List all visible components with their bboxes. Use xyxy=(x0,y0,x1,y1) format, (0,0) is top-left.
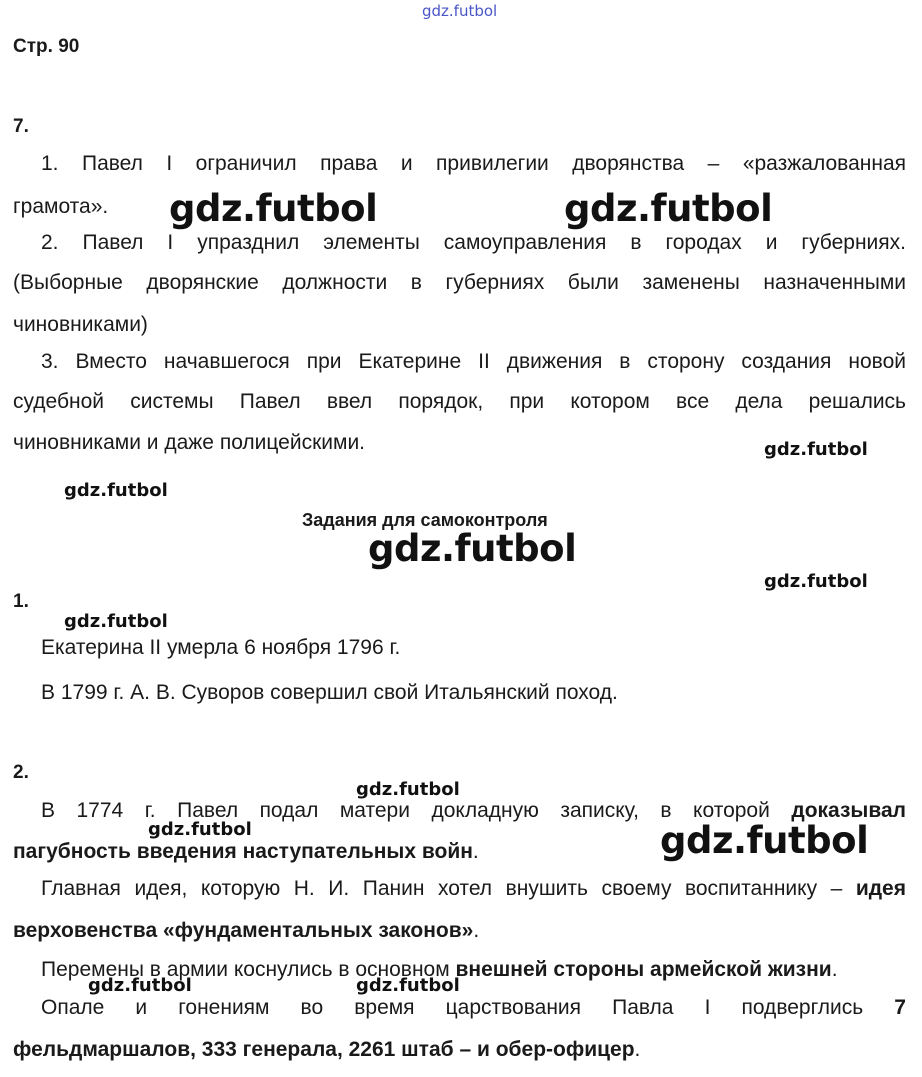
task-2-s1-end: . xyxy=(472,840,479,863)
watermark-small-6: gdz.futbol xyxy=(148,819,252,840)
task-1-line2: В 1799 г. А. В. Суворов совершил свой Итальянский поход. xyxy=(41,681,618,704)
watermark-small-1: gdz.futbol xyxy=(764,439,868,460)
task-2-number: 2. xyxy=(13,762,29,783)
watermark-big-3: gdz.futbol xyxy=(368,527,577,570)
task-2-s1-bold: доказывал xyxy=(791,799,906,822)
task-2-s3-plain: Перемены в армии коснулись в основном xyxy=(41,958,450,981)
task-2-s3-bold: внешней стороны армейской жизни xyxy=(455,958,832,981)
watermark-small-5: gdz.futbol xyxy=(356,779,460,800)
task-2-s2-bold2: верховенства «фундаментальных законов» xyxy=(13,919,474,942)
task-2-s4-bold2: фельдмаршалов, 333 генерала, 2261 штаб – и обер-офицер xyxy=(13,1038,635,1061)
watermark-big-1: gdz.futbol xyxy=(169,187,378,230)
top-watermark: gdz.futbol xyxy=(422,2,498,20)
watermark-small-7: gdz.futbol xyxy=(88,975,192,996)
section-title: Задания для самоконтроля xyxy=(302,510,548,530)
watermark-big-2: gdz.futbol xyxy=(564,187,773,230)
task-2-s2-end: . xyxy=(473,919,480,942)
q7-p3-line3: чиновниками и даже полицейскими. xyxy=(13,431,366,454)
task-2-s4-line1 xyxy=(41,996,906,1020)
q7-p3-line2: судебной системы Павел ввел порядок, при котором все дела решались xyxy=(13,390,906,413)
task-2-s4-plain: Опале и гонениям во время царствования Павла I подверглись xyxy=(41,996,864,1019)
watermark-small-8: gdz.futbol xyxy=(356,975,460,996)
task-2-s2-line1 xyxy=(41,877,906,901)
task-2-s2-plain: Главная идея, которую Н. И. Панин хотел внушить своему воспитаннику – xyxy=(41,877,843,900)
task-2-s1-bold2: пагубность введения наступательных войн xyxy=(13,840,473,863)
task-2-s4-line2 xyxy=(13,1036,640,1063)
question-7-number: 7. xyxy=(13,116,29,137)
task-2-s4-end: . xyxy=(634,1038,641,1061)
watermark-small-2: gdz.futbol xyxy=(64,480,168,501)
watermark-small-4: gdz.futbol xyxy=(64,611,168,632)
watermark-small-3: gdz.futbol xyxy=(764,571,868,592)
task-1-line1: Екатерина II умерла 6 ноября 1796 г. xyxy=(41,636,401,659)
task-2-s4-bold: 7 xyxy=(894,996,906,1019)
task-2-s1-plain: В 1774 г. Павел подал матери докладную записку, в которой xyxy=(41,799,770,822)
task-2-s3-end: . xyxy=(831,958,838,981)
task-2-s1-line2 xyxy=(13,838,479,865)
watermark-big-4: gdz.futbol xyxy=(660,819,869,862)
q7-p2-line3: чиновниками) xyxy=(13,313,148,336)
q7-p2-line2: (Выборные дворянские должности в губерниях были заменены назначенными xyxy=(13,271,906,294)
task-1-number: 1. xyxy=(13,591,29,612)
q7-p3-line1: 3. Вместо начавшегося при Екатерине II движения в сторону создания новой xyxy=(41,350,906,373)
q7-p1-line2: грамота». xyxy=(13,195,109,218)
page-header: Стр. 90 xyxy=(13,36,80,57)
task-2-s2-line2 xyxy=(13,917,479,944)
header-mask xyxy=(88,30,198,62)
q7-p2-line1: 2. Павел I упразднил элементы самоуправления в городах и губерниях. xyxy=(41,231,906,254)
q7-p1-line1: 1. Павел I ограничил права и привилегии дворянства – «разжалованная xyxy=(41,152,906,175)
task-2-s2-bold: идея xyxy=(855,877,906,900)
